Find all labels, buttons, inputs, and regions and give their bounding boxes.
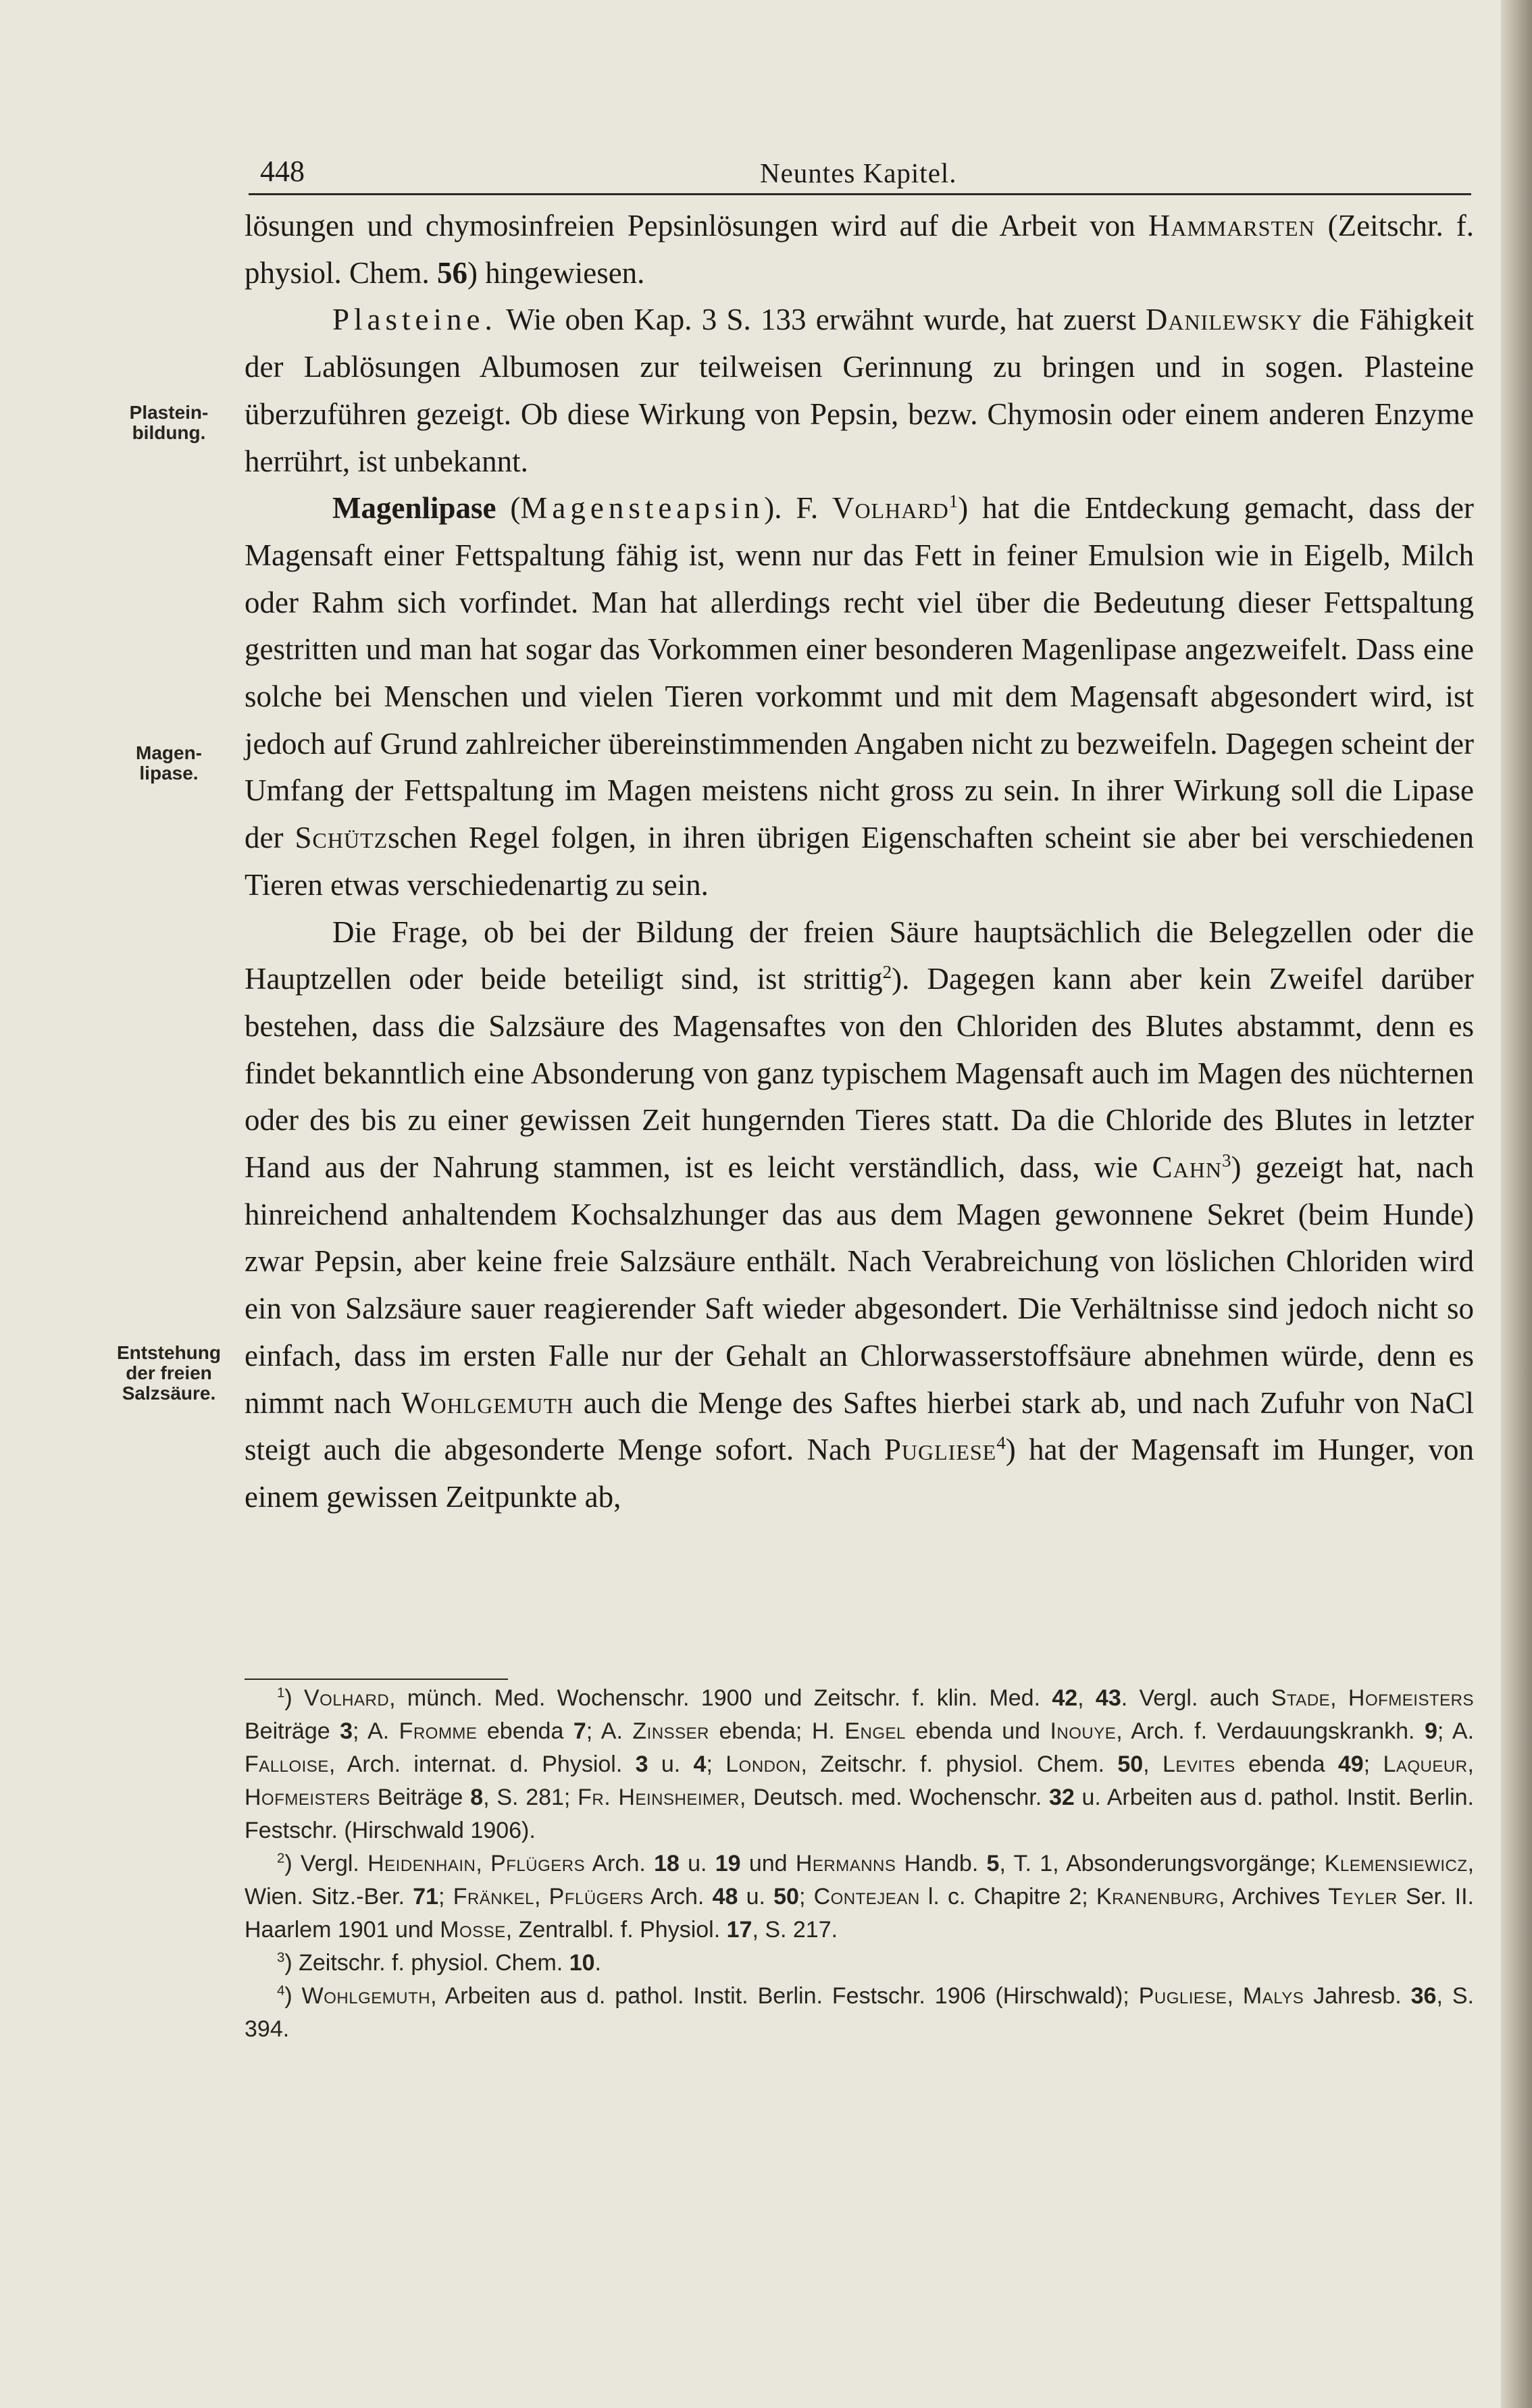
footnote-1: $^1$) Volhard, münch. Med. Wochenschr. 1900 und Zeitschr. f. klin. Med. 42, 43. Vergl. auch Stade, Hofmeisters Beiträge 3; A. Fromme ebenda 7; A. Zinsser ebenda; H. Engel ebenda und Inouye, Arch. f. Verdauungskrankh. 9; A. Falloise, Arch. internat. d. Physiol. 3 u. 4; London, Zeitschr. f. physiol. Chem. 50, Levites ebenda 49; Laqueur, Hofmeisters Beiträge 8, S. 281; Fr. Heinsheimer, Deutsch. med. Wochenschr. 32 u. Arbeiten aus d. pathol. Instit. Berlin. Festschr. (Hirschwald 1906).	[245, 1685, 1475, 1843]
header-rule	[249, 193, 1471, 195]
footnote-3: $^3$) Zeitschr. f. physiol. Chem. 10.	[277, 1950, 601, 1976]
author-name: Hammarsten	[1148, 209, 1315, 242]
paragraph-plasteine: Plasteine. Wie oben Kap. 3 S. 133 erwähnt wurde, hat zuerst Danilewsky die Fähigkeit der Lablösungen Albumosen zur teilweisen Gerinnung zu bringen und in sogen. Plasteine überzuführen gezeigt. Ob diese Wirkung von Pepsin, bezw. Chymosin oder einem anderen Enzyme herrührt, ist unbekannt.	[245, 303, 1474, 478]
section-keyword: Plasteine.	[332, 303, 497, 337]
footnote-ref: 3	[1221, 1150, 1231, 1171]
author-name: Danilewsky	[1145, 303, 1303, 337]
margin-note-line: der freien	[126, 1362, 212, 1383]
margin-note-line: Magen-	[136, 742, 202, 763]
footnote-ref: 4	[996, 1433, 1006, 1454]
margin-note-salzsaure	[101, 1343, 236, 1404]
author-name: Volhard	[832, 491, 949, 526]
margin-note-line: Entstehung	[117, 1342, 221, 1363]
footnote-4: $^4$) Wohlgemuth, Arbeiten aus d. pathol. Instit. Berlin. Festschr. 1906 (Hirschwald); Pugliese, Malys Jahresb. 36, S. 394.	[245, 1983, 1474, 2042]
author-name: Wohlgemuth	[401, 1385, 574, 1420]
margin-note-line: bildung.	[132, 422, 206, 443]
page-header	[0, 154, 1532, 195]
footnotes	[245, 1682, 1474, 2046]
margin-note-line: Plastein-	[129, 402, 209, 423]
body-text	[245, 203, 1474, 1521]
footnote-2: $^2$) Vergl. Heidenhain, Pflügers Arch. 18 u. 19 und Hermanns Handb. 5, T. 1, Absonderungsvorgänge; Klemensiewicz, Wien. Sitz.-Ber. 71; Fränkel, Pflügers Arch. 48 u. 50; Contejean l. c. Chapitre 2; Kranenburg, Archives Teyler Ser. II. Haarlem 1901 und Mosse, Zentralbl. f. Physiol. 17, S. 217.	[245, 1851, 1475, 1943]
margin-note-plasteinbildung	[101, 403, 236, 443]
author-name: Pugliese	[884, 1433, 997, 1467]
author-name: Schütz	[295, 821, 388, 855]
margin-note-magenlipase	[101, 743, 236, 784]
section-heading: Magenlipase	[332, 491, 496, 526]
footnote-ref: 2	[882, 962, 892, 983]
margin-note-line: Salzsäure.	[122, 1383, 216, 1404]
paragraph-continuation: lösungen und chymosinfreien Pepsinlösungen wird auf die Arbeit von Hammarsten (Zeitschr. f. physiol. Chem. 56) hingewiesen.	[245, 209, 1474, 290]
page-number: 448	[260, 155, 305, 188]
paragraph-salzsaure: Die Frage, ob bei der Bildung der freien Säure hauptsächlich die Belegzellen oder die Hauptzellen oder beide beteiligt sind, ist strittig$^2$). Dagegen kann aber kein Zweifel darüber bestehen, dass die Salzsäure des Magensaftes von den Chloriden des Blutes abstammt, denn es findet bekanntlich eine Absonderung von ganz typischem Magensaft auch im Magen des nüchternen oder des bis zu einer gewissen Zeit hungernden Tieres statt. Da die Chloride des Blutes in letzter Hand aus der Nahrung stammen, ist es leicht verständlich, dass, wie Cahn$^3$) gezeigt hat, nach hinreichend anhaltendem Kochsalzhunger das aus dem Magen gewonnene Sekret (beim Hunde) zwar Pepsin, aber keine freie Salzsäure enthält. Nach Verabreichung von löslichen Chloriden wird ein von Salzsäure sauer reagierender Saft wieder abgesondert. Die Verhältnisse sind jedoch nicht so einfach, dass im ersten Falle nur der Gehalt an Chlorwasserstoffsäure abnehmen würde, denn es nimmt nach Wohlgemuth auch die Menge des Saftes hierbei stark ab, und nach Zufuhr von NaCl steigt auch die abgesonderte Menge sofort. Nach Pugliese$^4$) hat der Magensaft im Hunger, von einem gewissen Zeitpunkte ab,	[245, 915, 1474, 1514]
margin-note-line: lipase.	[139, 763, 199, 784]
paragraph-magenlipase: Magenlipase (Magensteapsin). F. Volhard$^1$) hat die Entdeckung gemacht, dass der Magensaft einer Fettspaltung fähig ist, wenn nur das Fett in feiner Emulsion wie in Eigelb, Milch oder Rahm sich vorfindet. Man hat allerdings recht viel über die Bedeutung dieser Fettspaltung gestritten und man hat sogar das Vorkommen einer besonderen Magenlipase angezweifelt. Dass eine solche bei Menschen und vielen Tieren vorkommt und mit dem Magensaft abgesondert wird, ist jedoch auf Grund zahlreicher übereinstimmenden Angaben nicht zu bezweifeln. Dagegen scheint der Umfang der Fettspaltung im Magen meistens nicht gross zu sein. In ihrer Wirkung soll die Lipase der Schützschen Regel folgen, in ihren übrigen Eigenschaften scheint sie aber bei verschiedenen Tieren etwas verschiedenartig zu sein.	[245, 491, 1474, 902]
page-edge-shadow	[1501, 0, 1532, 2408]
footnote-ref: 1	[948, 491, 959, 512]
running-title: Neuntes Kapitel.	[760, 157, 957, 188]
footnote-rule	[245, 1679, 508, 1680]
author-name: Cahn	[1152, 1150, 1222, 1185]
